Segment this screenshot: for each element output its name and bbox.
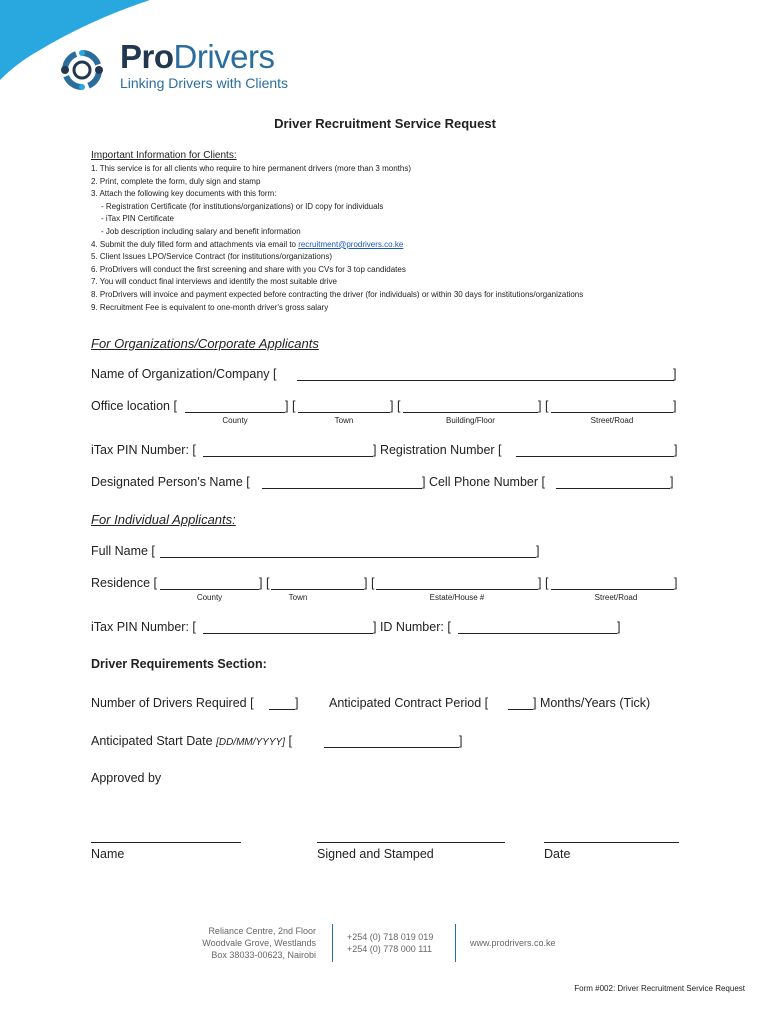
num-drivers-field[interactable] [269,697,295,710]
footer-website[interactable]: www.prodrivers.co.ke [470,938,556,948]
list-item: 3. Attach the following key documents with this form: [91,189,277,199]
residence-county-caption: County [196,593,223,602]
residence-label: Residence [ [91,576,158,590]
designated-person-label: Designated Person's Name [ [91,475,250,489]
registration-number-label: ] Registration Number [ [373,443,502,457]
org-name-field[interactable] [297,368,674,381]
approved-by-label: Approved by [91,771,162,785]
info-list [91,163,583,314]
email-link[interactable]: recruitment@prodrivers.co.ke [298,239,404,249]
residence-estate-caption: Estate/House # [429,593,485,602]
full-name-field[interactable] [160,545,536,558]
num-drivers-label: Number of Drivers Required [ [91,696,254,710]
org-section-heading: For Organizations/Corporate Applicants [91,336,319,351]
list-item: 6. ProDrivers will conduct the first screening and share with you CVs for 3 top candidates [91,264,406,274]
office-street-caption: Street/Road [590,416,634,425]
approval-signed-label: Signed and Stamped [317,847,434,861]
list-item: 4. Submit the duly filled form and attachments via email to recruitment@prodrivers.co.ke [91,239,404,249]
office-town-caption: Town [334,416,354,425]
list-item: - Job description including salary and benefit information [101,226,301,236]
start-date-label: Anticipated Start Date [DD/MM/YYYY] [ [91,734,292,748]
residence-street-field[interactable] [551,577,674,590]
signed-stamped-line[interactable] [317,842,505,843]
list-item: 8. ProDrivers will invoice and payment expected before contracting the driver (for individuals) or within 30 days for institutions/organizations [91,289,584,299]
logo-text [120,40,288,91]
contract-period-label: Anticipated Contract Period [ [329,696,489,710]
office-street-field[interactable] [551,400,673,413]
contract-period-field[interactable] [508,697,533,710]
approval-name-label: Name [91,847,125,861]
contract-period-suffix: ] Months/Years (Tick) [533,696,651,710]
info-heading: Important Information for Clients: [91,150,237,161]
office-county-caption: County [222,416,248,425]
brand-tagline: Linking Drivers with Clients [120,75,289,91]
org-itax-label: iTax PIN Number: [ [91,443,196,457]
org-name-label: Name of Organization/Company [ [91,367,277,381]
office-building-caption: Building/Floor [446,416,495,425]
footer-address: Reliance Centre, 2nd Floor Woodvale Grove, Westlands Box 38033-00623, Nairobi [202,926,316,960]
footer-divider [332,924,333,962]
office-location-label: Office location [ [91,399,177,413]
residence-county-field[interactable] [160,577,259,590]
list-item: - iTax PIN Certificate [101,214,174,224]
start-date-field[interactable] [324,735,459,748]
office-town-field[interactable] [298,400,390,413]
cell-phone-label: ] Cell Phone Number [ [422,475,545,489]
list-item: 5. Client Issues LPO/Service Contract (for institutions/organizations) [91,252,332,262]
form-title: Driver Recruitment Service Request [274,116,496,131]
name-signature-line[interactable] [91,842,241,843]
office-county-field[interactable] [185,400,285,413]
cell-phone-field[interactable] [556,476,670,489]
residence-town-field[interactable] [271,577,364,590]
date-signature-line[interactable] [544,842,679,843]
id-number-label: ] ID Number: [ [373,620,451,634]
org-itax-field[interactable] [203,444,373,457]
residence-street-caption: Street/Road [594,593,638,602]
registration-number-field[interactable] [516,444,674,457]
office-building-field[interactable] [403,400,538,413]
individual-section-heading: For Individual Applicants: [91,512,236,527]
footer-divider [455,924,456,962]
list-item: 2. Print, complete the form, duly sign and stamp [91,176,261,186]
designated-person-field[interactable] [262,476,422,489]
list-item: 7. You will conduct final interviews and identify the most suitable drive [91,277,337,287]
list-item: 1. This service is for all clients who require to hire permanent drivers (more than 3 months) [91,164,411,173]
approval-date-label: Date [544,847,571,861]
individual-itax-field[interactable] [203,621,373,634]
full-name-label: Full Name [ [91,544,155,558]
driver-requirements-heading: Driver Requirements Section: [91,657,267,671]
footer-phones: +254 (0) 718 019 019 +254 (0) 778 000 111 [347,932,434,954]
id-number-field[interactable] [458,621,617,634]
residence-town-caption: Town [288,593,308,602]
prodrivers-logo-icon [56,44,108,96]
individual-itax-label: iTax PIN Number: [ [91,620,196,634]
list-item: - Registration Certificate (for institutions/organizations) or ID copy for individuals [101,201,384,211]
brand-name: ProDrivers [120,38,275,75]
form-number: Form #002: Driver Recruitment Service Request [574,984,745,993]
residence-estate-field[interactable] [376,577,538,590]
list-item: 9. Recruitment Fee is equivalent to one-month driver's gross salary [91,302,329,312]
